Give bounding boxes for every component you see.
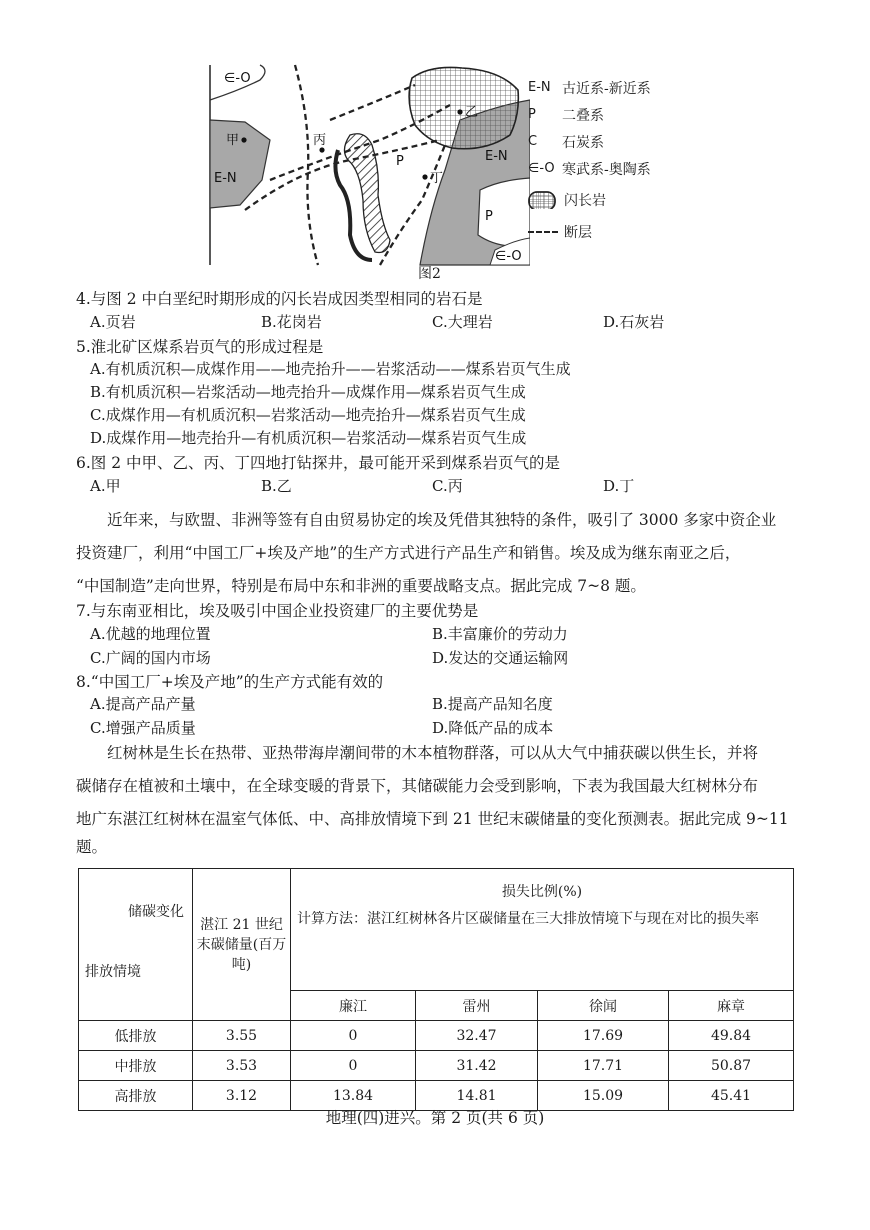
q6-option-a: A.甲 — [90, 477, 121, 495]
question-4-stem: 4.与图 2 中白垩纪时期形成的闪长岩成因类型相同的岩石是 — [76, 290, 483, 308]
loss-header-title: 损失比例(%) — [501, 884, 583, 900]
q4-option-c: C.大理岩 — [432, 313, 493, 331]
loss-cell: 31.42 — [416, 1051, 538, 1081]
label-jia: 甲 — [226, 133, 240, 148]
loss-cell: 50.87 — [669, 1051, 794, 1081]
storage-header-cell: 湛江 21 世纪末碳储量(百万吨) — [193, 869, 291, 1021]
map-legend — [528, 74, 708, 245]
corner-bottom-label: 排放情境 — [85, 964, 141, 980]
q4-option-a: A.页岩 — [90, 313, 136, 331]
legend-code: C — [528, 134, 538, 149]
storage-cell: 3.55 — [193, 1021, 291, 1051]
storage-cell: 3.53 — [193, 1051, 291, 1081]
carbon-storage-table — [78, 868, 794, 1111]
q7-option-a: A.优越的地理位置 — [90, 625, 211, 643]
loss-cell: 45.41 — [669, 1081, 794, 1111]
legend-name: 石炭系 — [562, 134, 604, 151]
fault-swatch-icon — [528, 231, 558, 233]
legend-item — [528, 155, 708, 182]
q6-option-b: B.乙 — [261, 477, 292, 495]
diorite-swatch-icon — [528, 191, 556, 209]
q6-option-d: D.丁 — [603, 477, 635, 495]
figure-caption: 图2 — [418, 266, 441, 282]
q8-option-a: A.提高产品产量 — [90, 695, 196, 713]
loss-cell: 17.69 — [538, 1021, 669, 1051]
loss-cell: 0 — [291, 1051, 416, 1081]
table-corner-cell — [79, 869, 193, 1021]
label-eo-bottom: ∈-O — [495, 249, 522, 264]
q5-option-b: B.有机质沉积—岩浆活动—地壳抬升—成煤作用—煤系岩页气生成 — [90, 383, 526, 401]
corner-top-label: 储碳变化 — [128, 904, 184, 920]
passage-mangrove — [76, 737, 794, 858]
q4-option-b: B.花岗岩 — [261, 313, 322, 331]
loss-cell: 13.84 — [291, 1081, 416, 1111]
region-header-leizhou: 雷州 — [416, 991, 538, 1021]
passage-line: 投资建厂，利用“中国工厂+埃及产地”的生产方式进行产品生产和销售。埃及成为继东南亚之后， — [76, 544, 741, 562]
question-5-stem: 5.淮北矿区煤系岩页气的形成过程是 — [76, 338, 324, 356]
loss-cell: 49.84 — [669, 1021, 794, 1051]
label-en-left: E-N — [214, 171, 237, 186]
legend-name: 二叠系 — [562, 107, 604, 124]
q5-option-a: A.有机质沉积—成煤作用——地壳抬升——岩浆活动——煤系岩页气生成 — [90, 360, 571, 378]
q8-option-d: D.降低产品的成本 — [432, 719, 554, 737]
passage-line: 碳储存在植被和土壤中，在全球变暖的背景下，其储碳能力会受到影响，下表为我国最大红树林分布 — [76, 777, 759, 795]
loss-cell: 32.47 — [416, 1021, 538, 1051]
table-row — [79, 1051, 794, 1081]
q6-option-c: C.丙 — [432, 477, 463, 495]
q7-option-d: D.发达的交通运输网 — [432, 649, 569, 667]
label-ding: 丁 — [430, 171, 444, 186]
label-yi: 乙 — [465, 105, 479, 120]
region-header-xuwen: 徐闻 — [538, 991, 669, 1021]
loss-header-note: 计算方法：湛江红树林各片区碳储量在三大排放情境下与现在对比的损失率 — [297, 911, 759, 927]
label-p-mid: P — [396, 154, 404, 169]
passage-line: 红树林是生长在热带、亚热带海岸潮间带的木本植物群落，可以从大气中捕获碳以供生长，并将 — [107, 744, 759, 762]
q4-option-d: D.石灰岩 — [603, 313, 665, 331]
question-6-stem: 6.图 2 中甲、乙、丙、丁四地打钻探井，最可能开采到煤系岩页气的是 — [76, 454, 561, 472]
passage-egypt — [76, 504, 794, 603]
question-7-stem: 7.与东南亚相比，埃及吸引中国企业投资建厂的主要优势是 — [76, 602, 479, 620]
legend-name: 断层 — [564, 224, 592, 241]
geologic-map-svg — [200, 60, 530, 270]
q8-option-b: B.提高产品知名度 — [432, 695, 553, 713]
legend-name: 寒武系-奥陶系 — [562, 161, 651, 178]
loss-cell: 15.09 — [538, 1081, 669, 1111]
q5-option-c: C.成煤作用—有机质沉积—岩浆活动—地壳抬升—煤系岩页气生成 — [90, 406, 526, 424]
passage-line: 近年来，与欧盟、非洲等签有自由贸易协定的埃及凭借其独特的条件，吸引了 3000 多家中资企业 — [107, 511, 777, 529]
passage-line: “中国制造”走向世界，特别是布局中东和非洲的重要战略支点。据此完成 7~8 题。 — [76, 577, 646, 595]
storage-cell: 3.12 — [193, 1081, 291, 1111]
page-footer: 地理(四)进兴。第 2 页(共 6 页) — [325, 1109, 545, 1127]
loss-cell: 14.81 — [416, 1081, 538, 1111]
label-bing: 丙 — [313, 133, 327, 148]
q8-option-c: C.增强产品质量 — [90, 719, 196, 737]
q7-option-c: C.广阔的国内市场 — [90, 649, 211, 667]
q5-option-d: D.成煤作用—地壳抬升—有机质沉积—岩浆活动—煤系岩页气生成 — [90, 429, 527, 447]
legend-name: 古近系-新近系 — [562, 80, 651, 97]
label-p-right: P — [485, 209, 493, 224]
scenario-cell: 低排放 — [79, 1021, 193, 1051]
region-header-mazhang: 麻章 — [669, 991, 794, 1021]
legend-item — [528, 74, 708, 101]
passage-line: 题。 — [76, 838, 108, 856]
en-region-left — [210, 120, 270, 208]
label-eo-top: ∈-O — [224, 71, 251, 86]
loss-cell: 17.71 — [538, 1051, 669, 1081]
legend-code: E-N — [528, 80, 551, 95]
loss-cell: 0 — [291, 1021, 416, 1051]
legend-item — [528, 128, 708, 155]
loss-header-cell — [291, 869, 794, 991]
scenario-cell: 高排放 — [79, 1081, 193, 1111]
geologic-map — [200, 60, 530, 270]
passage-line: 地广东湛江红树林在温室气体低、中、高排放情境下到 21 世纪末碳储量的变化预测表。据此完成 9~11 — [76, 810, 789, 828]
legend-item — [528, 218, 708, 245]
label-en-right: E-N — [485, 149, 508, 164]
legend-code: P — [528, 107, 536, 122]
legend-item — [528, 101, 708, 128]
q7-option-b: B.丰富廉价的劳动力 — [432, 625, 568, 643]
legend-item — [528, 182, 708, 218]
scenario-cell: 中排放 — [79, 1051, 193, 1081]
question-8-stem: 8.“中国工厂+埃及产地”的生产方式能有效的 — [76, 673, 384, 691]
table-row — [79, 1021, 794, 1051]
diorite-region — [409, 67, 518, 148]
legend-name: 闪长岩 — [564, 193, 606, 209]
region-header-lianjiang: 廉江 — [291, 991, 416, 1021]
legend-code: ∈-O — [528, 161, 555, 176]
